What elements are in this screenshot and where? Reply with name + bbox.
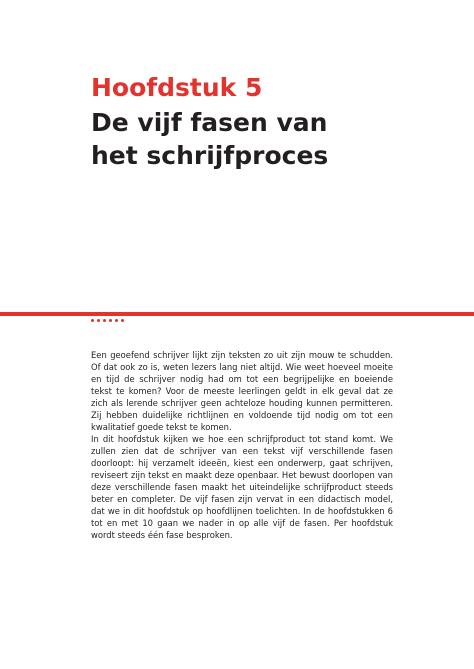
chapter-title-line: De vijf fasen van	[91, 108, 328, 137]
dot	[97, 319, 100, 322]
divider-rule	[0, 312, 474, 316]
dot	[115, 319, 118, 322]
dot	[91, 319, 94, 322]
dot	[121, 319, 124, 322]
paragraph: Een geoefend schrijver lijkt zijn teksten zo uit zijn mouw te schudden. Of dat ook zo is, weten lezers lang niet altijd. Wie weet hoeveel moeite en tijd de schrijver nodig had om tot een begrijpelijke en boeiende tekst te komen? Voor de meeste leerlingen geldt in elk geval dat ze zich als lerende schrijver geen achteloze houding kunnen permitteren. Zij hebben duidelijke richtlijnen en voldoende tijd nodig om tot een kwalitatief goede tekst te komen.	[91, 350, 393, 432]
chapter-title-line: het schrijfproces	[91, 141, 329, 170]
body-text	[91, 349, 393, 541]
chapter-label: Hoofdstuk 5	[91, 73, 263, 102]
dot-ornament	[91, 319, 124, 322]
dot	[109, 319, 112, 322]
dot	[103, 319, 106, 322]
chapter-title	[91, 106, 328, 172]
paragraph: In dit hoofdstuk kijken we hoe een schrijfproduct tot stand komt. We zullen zien dat de schrijver van een tekst vijf verschillende fasen doorloopt: hij verzamelt ideeën, kiest een onderwerp, gaat schrijven, reviseert zijn tekst en maakt deze openbaar. Het bewust doorlopen van deze verschillende fasen maakt het uiteindelijke schrijfproduct steeds beter en completer. De vijf fasen zijn vervat in een didactisch model, dat we in dit hoofdstuk op hoofdlijnen toelichten. In de hoofdstukken 6 tot en met 10 gaan we nader in op alle vijf de fasen. Per hoofdstuk wordt steeds één fase besproken.	[91, 434, 393, 540]
